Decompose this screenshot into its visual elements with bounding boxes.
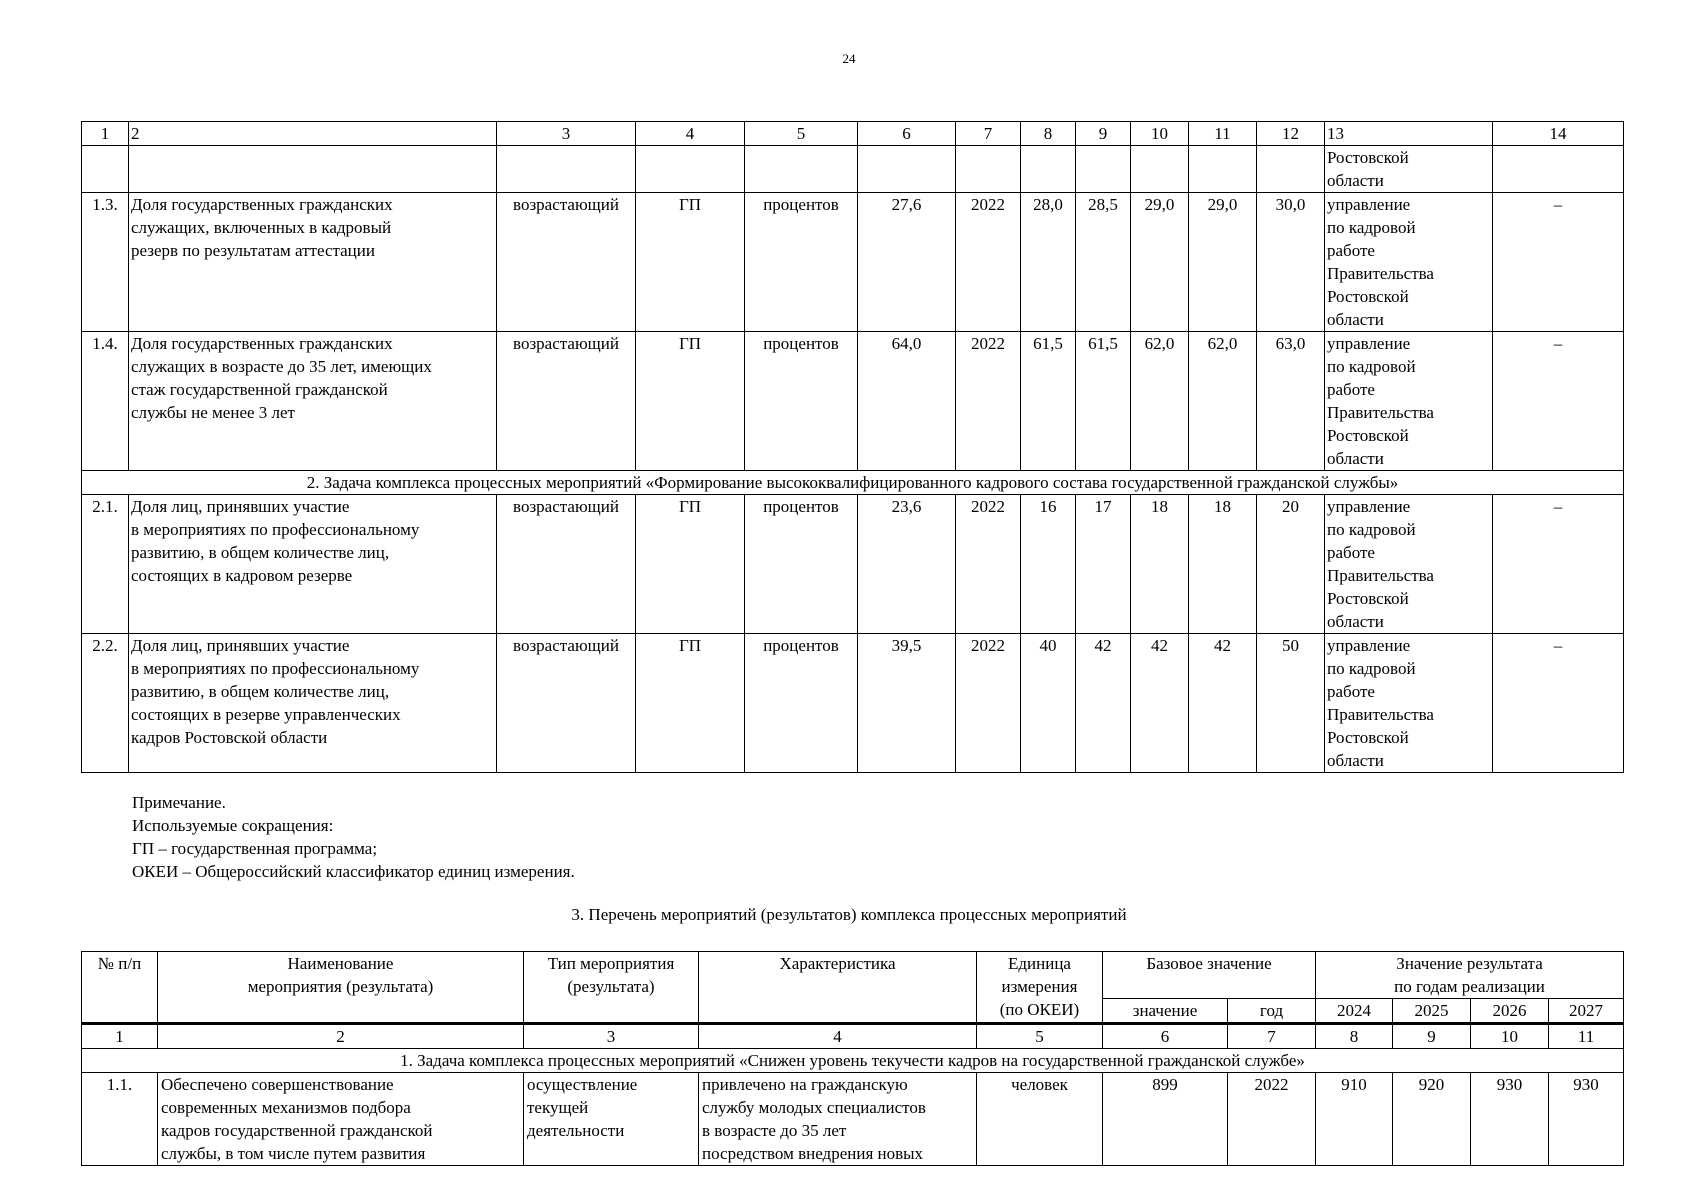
cell-doc: ГП [636,495,745,634]
cell-doc [636,146,745,193]
cell-v2025 [1076,146,1131,193]
table-row [82,332,1624,471]
column-number: 8 [1316,1024,1393,1049]
cell-v2024: 61,5 [1021,332,1076,471]
cell-unit: человек [977,1073,1103,1166]
cell-v2027: 62,0 [1189,332,1257,471]
cell-v2025: 9 [1076,122,1131,146]
cell-base-value: 6 [858,122,956,146]
cell-base-value: 899 [1103,1073,1228,1166]
cell-unit [745,146,858,193]
cell-link: – [1493,634,1624,773]
cell-unit: процентов [745,332,858,471]
cell-base-year [956,146,1021,193]
cell-name [129,146,497,193]
cell-v2027: 42 [1189,634,1257,773]
cell-v2030: 12 [1257,122,1325,146]
header-base-year: год [1228,999,1316,1024]
cell-v2027: 18 [1189,495,1257,634]
continuation-row [82,146,1624,193]
cell-v2030: 20 [1257,495,1325,634]
cell-v2025: 920 [1393,1073,1471,1166]
cell-responsible: управление по кадровой работе Правительства Ростовской области [1325,193,1493,332]
cell-link: – [1493,495,1624,634]
header-year: 2027 [1549,999,1624,1024]
header-characteristic: Характеристика [699,952,977,1024]
table-row [82,1073,1624,1166]
header-result: Значение результата по годам реализации [1316,952,1624,999]
cell-v2024: 40 [1021,634,1076,773]
cell-v2026: 62,0 [1131,332,1189,471]
activities-table [81,951,1624,1166]
header-num: № п/п [82,952,158,1024]
column-number: 3 [524,1024,699,1049]
cell-v2024: 16 [1021,495,1076,634]
cell-num [82,146,129,193]
cell-type: возрастающий [497,332,636,471]
note-gp: ГП – государственная программа; [132,839,378,858]
cell-responsible: управление по кадровой работе Правительства Ростовской области [1325,634,1493,773]
header-type: Тип мероприятия (результата) [524,952,699,1024]
cell-type: возрастающий [497,634,636,773]
column-number: 9 [1393,1024,1471,1049]
cell-num: 2.1. [82,495,129,634]
cell-v2030: 30,0 [1257,193,1325,332]
cell-unit: процентов [745,193,858,332]
column-number: 7 [1228,1024,1316,1049]
cell-v2026: 18 [1131,495,1189,634]
cell-responsible: управление по кадровой работе Правительства Ростовской области [1325,332,1493,471]
cell-v2026: 29,0 [1131,193,1189,332]
cell-link [1493,146,1624,193]
cell-v2027: 930 [1549,1073,1624,1166]
cell-type: осуществление текущей деятельности [524,1073,699,1166]
cell-doc: 4 [636,122,745,146]
cell-num: 2.2. [82,634,129,773]
header-name: Наименование мероприятия (результата) [158,952,524,1024]
cell-base-value [858,146,956,193]
table-row [82,193,1624,332]
cell-base-year: 2022 [956,332,1021,471]
cell-base-value: 23,6 [858,495,956,634]
cell-num: 1.4. [82,332,129,471]
cell-v2025: 28,5 [1076,193,1131,332]
header-base: Базовое значение [1103,952,1316,999]
task-2-title: 2. Задача комплекса процессных мероприятий «Формирование высококвалифицированного кадрового состава государственной гражданской службы» [82,471,1624,495]
cell-v2024 [1021,146,1076,193]
cell-characteristic: привлечено на гражданскую службу молодых специалистов в возрасте до 35 лет посредством внедрения новых [699,1073,977,1166]
cell-doc: ГП [636,332,745,471]
header-base-value: значение [1103,999,1228,1024]
column-number: 10 [1471,1024,1549,1049]
notes-block [132,791,575,883]
task-1-title: 1. Задача комплекса процессных мероприятий «Снижен уровень текучести кадров на государственной гражданской службе» [82,1049,1624,1073]
cell-unit: 5 [745,122,858,146]
cell-v2030 [1257,146,1325,193]
indicators-table [81,121,1624,773]
cell-doc: ГП [636,634,745,773]
header-year: 2026 [1471,999,1549,1024]
cell-v2026 [1131,146,1189,193]
cell-base-year: 2022 [956,634,1021,773]
column-number-row [82,1024,1624,1049]
cell-name: Обеспечено совершенствование современных механизмов подбора кадров государственной гражданской службы, в том числе путем развития [158,1073,524,1166]
header-year: 2025 [1393,999,1471,1024]
cell-num: 1.1. [82,1073,158,1166]
header-year: 2024 [1316,999,1393,1024]
cell-name: 2 [129,122,497,146]
cell-v2024: 910 [1316,1073,1393,1166]
cell-v2027: 11 [1189,122,1257,146]
column-number: 4 [699,1024,977,1049]
cell-responsible: Ростовской области [1325,146,1493,193]
cell-base-year: 2022 [956,193,1021,332]
header-row [82,122,1624,146]
cell-name: Доля лиц, принявших участие в мероприятиях по профессиональному развитию, в общем количестве лиц, состоящих в кадровом резерве [129,495,497,634]
cell-num: 1 [82,122,129,146]
cell-base-year: 7 [956,122,1021,146]
column-number: 2 [158,1024,524,1049]
cell-v2025: 61,5 [1076,332,1131,471]
cell-name: Доля государственных гражданских служащих в возрасте до 35 лет, имеющих стаж государственной гражданской службы не менее 3 лет [129,332,497,471]
cell-name: Доля лиц, принявших участие в мероприятиях по профессиональному развитию, в общем количестве лиц, состоящих в резерве управленческих кадров Ростовской области [129,634,497,773]
cell-base-value: 64,0 [858,332,956,471]
cell-type: возрастающий [497,495,636,634]
table-row [82,495,1624,634]
cell-v2026: 930 [1471,1073,1549,1166]
cell-responsible: управление по кадровой работе Правительства Ростовской области [1325,495,1493,634]
header-unit: Единица измерения (по ОКЕИ) [977,952,1103,1024]
cell-base-year: 2022 [956,495,1021,634]
cell-num: 1.3. [82,193,129,332]
column-number: 1 [82,1024,158,1049]
cell-doc: ГП [636,193,745,332]
cell-unit: процентов [745,495,858,634]
cell-v2026: 10 [1131,122,1189,146]
note-title: Примечание. [132,793,226,812]
cell-v2025: 17 [1076,495,1131,634]
cell-type [497,146,636,193]
cell-v2027 [1189,146,1257,193]
cell-link: – [1493,332,1624,471]
cell-name: Доля государственных гражданских служащих, включенных в кадровый резерв по результатам аттестации [129,193,497,332]
cell-link: – [1493,193,1624,332]
cell-unit: процентов [745,634,858,773]
cell-v2025: 42 [1076,634,1131,773]
column-number: 5 [977,1024,1103,1049]
cell-v2027: 29,0 [1189,193,1257,332]
note-okei: ОКЕИ – Общероссийский классификатор единиц измерения. [132,862,575,881]
note-abbreviations: Используемые сокращения: [132,816,334,835]
section-3-title: 3. Перечень мероприятий (результатов) комплекса процессных мероприятий [571,905,1127,924]
cell-v2024: 8 [1021,122,1076,146]
cell-v2030: 63,0 [1257,332,1325,471]
column-number: 11 [1549,1024,1624,1049]
cell-v2024: 28,0 [1021,193,1076,332]
cell-link: 14 [1493,122,1624,146]
cell-v2026: 42 [1131,634,1189,773]
table-row [82,634,1624,773]
cell-base-value: 39,5 [858,634,956,773]
cell-base-value: 27,6 [858,193,956,332]
page-number: 24 [842,51,856,66]
column-number: 6 [1103,1024,1228,1049]
task-2-row [82,471,1624,495]
cell-type: 3 [497,122,636,146]
cell-v2030: 50 [1257,634,1325,773]
cell-base-year: 2022 [1228,1073,1316,1166]
cell-responsible: 13 [1325,122,1493,146]
cell-type: возрастающий [497,193,636,332]
